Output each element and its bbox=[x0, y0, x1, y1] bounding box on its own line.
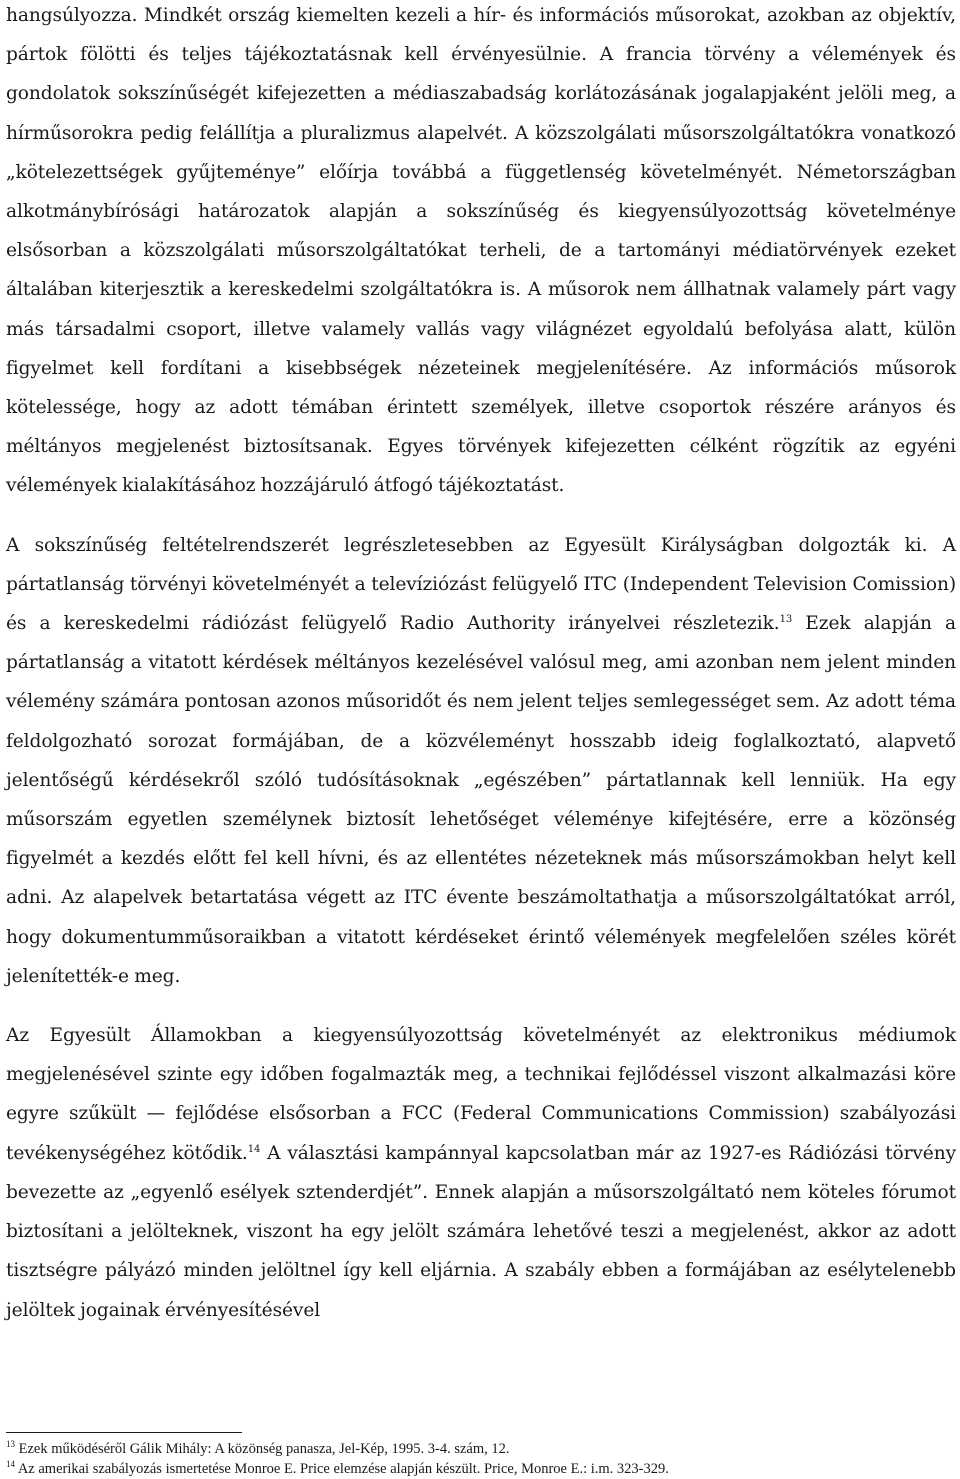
paragraph-gap bbox=[6, 996, 956, 1016]
paragraph-text: A választási kampánnyal kapcsolatban már az 1927-es Rádiózási törvény bevezette az „egyenlő esélyek sztenderdjét”. Ennek alapján a műsorszolgáltató nem köteles fórumot biztosítani a jelölteknek, viszont ha egy jelölt számára lehetővé teszi a megjelenést, akkor az adott tisztségre pályázó minden jelöltnel így kell eljárnia. A szabály ebben a formájában az esélytelenebb jelöltek jogainak érvényesítésével bbox=[6, 1142, 956, 1321]
footnote-separator bbox=[6, 1432, 242, 1433]
paragraph-continental-regulation: hangsúlyozza. Mindkét ország kiemelten kezeli a hír- és információs műsorokat, azokban az objektív, pártok fölötti és teljes tájékoztatásnak kell érvényesülnie. A francia törvény a vélemények és gondolatok sokszínűségét kifejezetten a médiaszabadság korlátozásának jogalapjaként jelöli meg, a hírműsorokra pedig felállítja a pluralizmus alapelvét. A közszolgálati műsorszolgáltatókra vonatkozó „kötelezettségek gyűjteménye” előírja továbbá a függetlenség követelményét. Németországban alkotmánybírósági határozatok alapján a sokszínűség és kiegyensúlyozottság követelménye elsősorban a közszolgálati műsorszolgáltatókat terheli, de a tartományi médiatörvények ezeket általában kiterjesztik a kereskedelmi szolgáltatókra is. A műsorok nem állhatnak valamely párt vagy más társadalmi csoport, illetve valamely vallás vagy világnézet egyoldalú befolyása alatt, külön figyelmet kell fordítani a kisebbségek nézeteinek megjelenítésére. Az információs műsorok kötelessége, hogy az adott témában érintett személyek, illetve csoportok részére arányos és méltányos megjelenést biztosítsanak. Egyes törvények kifejezetten célként rögzítik az egyéni vélemények kialakításához hozzájáruló átfogó tájékoztatást. bbox=[6, 5, 956, 497]
document-page bbox=[6, 0, 956, 1330]
paragraph-us-regulation bbox=[6, 1016, 956, 1330]
paragraph-gap bbox=[6, 506, 956, 526]
footnote-number: 13 bbox=[6, 1439, 15, 1450]
paragraph-uk-regulation bbox=[6, 526, 956, 996]
footnote-ref-13[interactable]: 13 bbox=[779, 613, 793, 625]
paragraph-text: Ezek alapján a pártatlanság a vitatott kérdések méltányos kezelésével valósul meg, ami azonban nem jelent minden vélemény számára pontosan azonos műsoridőt és nem jelent teljes semlegességet sem. Az adott téma feldolgozható sorozat formájában, de a közvéleményt hosszabb ideig foglalkoztató, alapvető jelentőségű kérdésekről szóló tudósításoknak „egészében” pártatlannak kell lenniük. Ha egy műsorszám egyetlen személynek biztosít lehetőséget véleménye kifejtésére, erre a közönség figyelmét a kezdés előtt fel kell hívni, és az ellentétes nézeteknek más műsorszámokban helyt kell adni. Az alapelvek betartatása végett az ITC évente beszámoltathatja a műsorszolgáltatókat arról, hogy dokumentumműsoraikban a vitatott kérdéseket érintő vélemények megfelelően széles körét jelenítették-e meg. bbox=[6, 613, 956, 987]
footnote-number: 14 bbox=[6, 1459, 15, 1470]
footnote-text: Ezek működéséről Gálik Mihály: A közönség panasza, Jel-Kép, 1995. 3-4. szám, 12. bbox=[18, 1441, 510, 1457]
footnote-14 bbox=[6, 1459, 956, 1479]
footnote-text: Az amerikai szabályozás ismertetése Monroe E. Price elemzése alapján készült. Price, Monroe E.: i.m. 323-329. bbox=[17, 1461, 669, 1477]
footnote-ref-14[interactable]: 14 bbox=[247, 1143, 261, 1155]
paragraph-text: A sokszínűség feltételrendszerét legrészletesebben az Egyesült Királyságban dolgozták ki. A pártatlanság törvényi követelményét a televíziózást felügyelő ITC (Independent Television Comission) és a kereskedelmi rádiózást felügyelő Radio Authority irányelvei részletezik. bbox=[6, 534, 956, 635]
footnote-13 bbox=[6, 1439, 956, 1459]
paragraph-text: Az Egyesült Államokban a kiegyensúlyozottság követelményét az elektronikus médiumok megjelenésével szinte egy időben fogalmazták meg, a technikai fejlődéssel viszont alkalmazási köre egyre szűkült — fejlődése elsősorban a FCC (Federal Communications Commission) szabályozási tevékenységéhez kötődik. bbox=[6, 1025, 956, 1164]
